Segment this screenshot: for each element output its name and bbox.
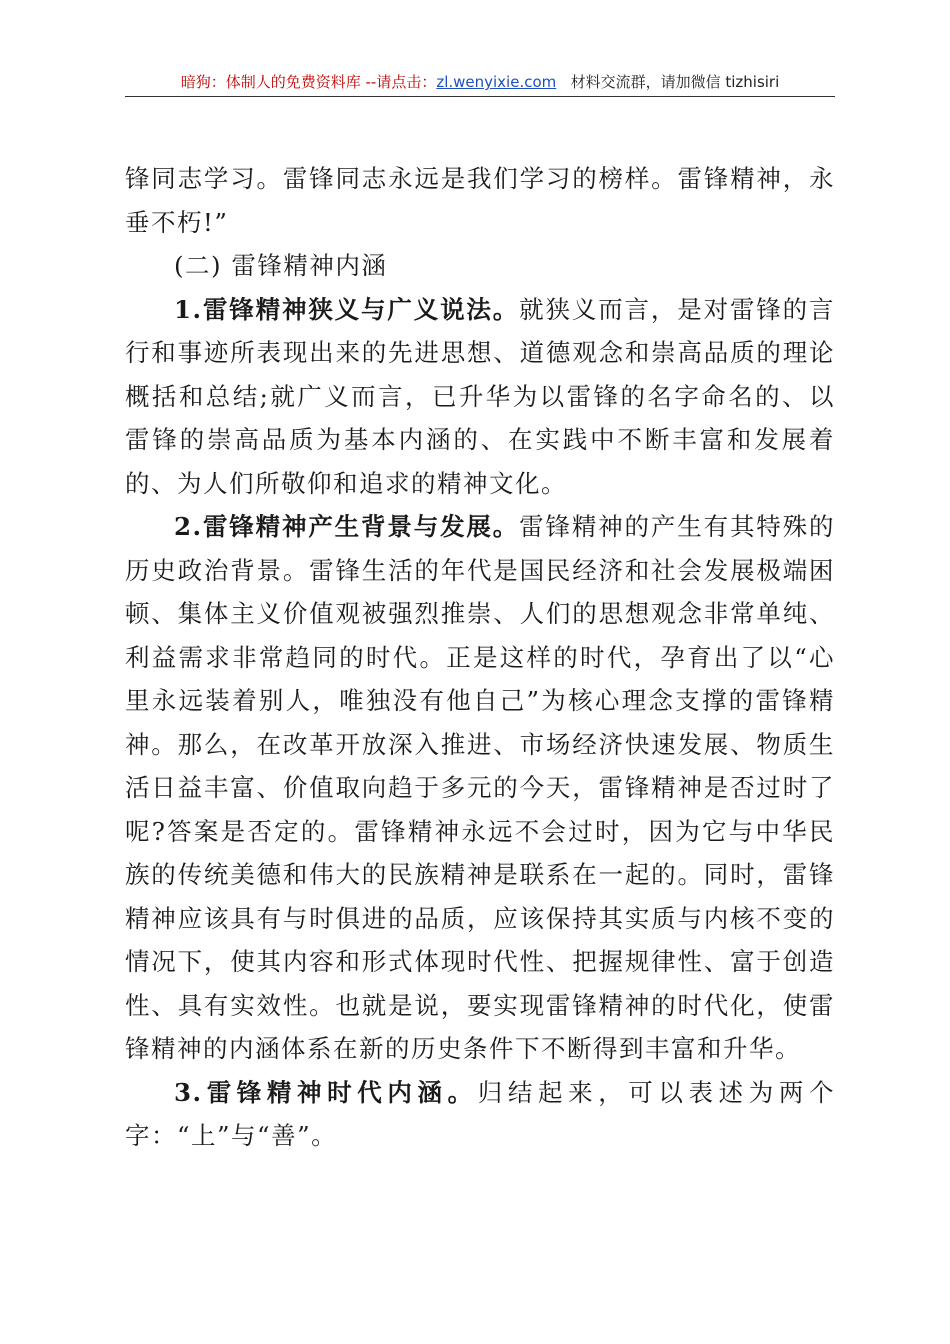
- header-click-prompt: --请点击：: [360, 73, 437, 91]
- header-site-name: 暗狗：体制人的免费资料库: [180, 73, 361, 91]
- paragraph-1-text: 就狭义而言，是对雷锋的言行和事迹所表现出来的先进思想、道德观念和崇高品质的理论概括和总结;就广义而言，已升华为以雷锋的名字命名的、以雷锋的崇高品质为基本内涵的、在实践中不断丰富和发展着的、为人们所敬仰和追求的精神文化。: [125, 294, 835, 498]
- section-heading: (二) 雷锋精神内涵: [174, 251, 388, 280]
- paragraph-3-text: 归结起来，可以表述为两个字：“上”与“善”。: [125, 1077, 836, 1150]
- paragraph-1-title: 1.雷锋精神狭义与广义说法。: [174, 294, 520, 324]
- header-wechat-info: 材料交流群，请加微信 tizhisiri: [570, 73, 780, 91]
- header-link[interactable]: zl.wenyixie.com: [436, 73, 557, 91]
- paragraph-2: [125, 505, 835, 1071]
- page-header: [125, 70, 835, 94]
- paragraph-3-title: 3.雷锋精神时代内涵。: [174, 1077, 478, 1107]
- paragraph-3: [125, 1071, 835, 1158]
- header-divider: [125, 96, 835, 97]
- paragraph-2-text: 雷锋精神的产生有其特殊的历史政治背景。雷锋生活的年代是国民经济和社会发展极端困顿、集体主义价值观被强烈推崇、人们的思想观念非常单纯、利益需求非常趋同的时代。正是这样的时代，孕育出了以“心里永远装着别人，唯独没有他自己”为核心理念支撑的雷锋精神。那么，在改革开放深入推进、市场经济快速发展、物质生活日益丰富、价值取向趋于多元的今天，雷锋精神是否过时了呢?答案是否定的。雷锋精神永远不会过时，因为它与中华民族的传统美德和伟大的民族精神是联系在一起的。同时，雷锋精神应该具有与时俱进的品质，应该保持其实质与内核不变的情况下，使其内容和形式体现时代性、把握规律性、富于创造性、具有实效性。也就是说，要实现雷锋精神的时代化，使雷锋精神的内涵体系在新的历史条件下不断得到丰富和升华。: [125, 512, 835, 1063]
- paragraph-2-title: 2.雷锋精神产生背景与发展。: [174, 512, 520, 541]
- document-body: [125, 157, 835, 1158]
- paragraph-1: [125, 288, 835, 506]
- paragraph-continued: 锋同志学习。雷锋同志永远是我们学习的榜样。雷锋精神，永垂不朽!”: [125, 164, 835, 237]
